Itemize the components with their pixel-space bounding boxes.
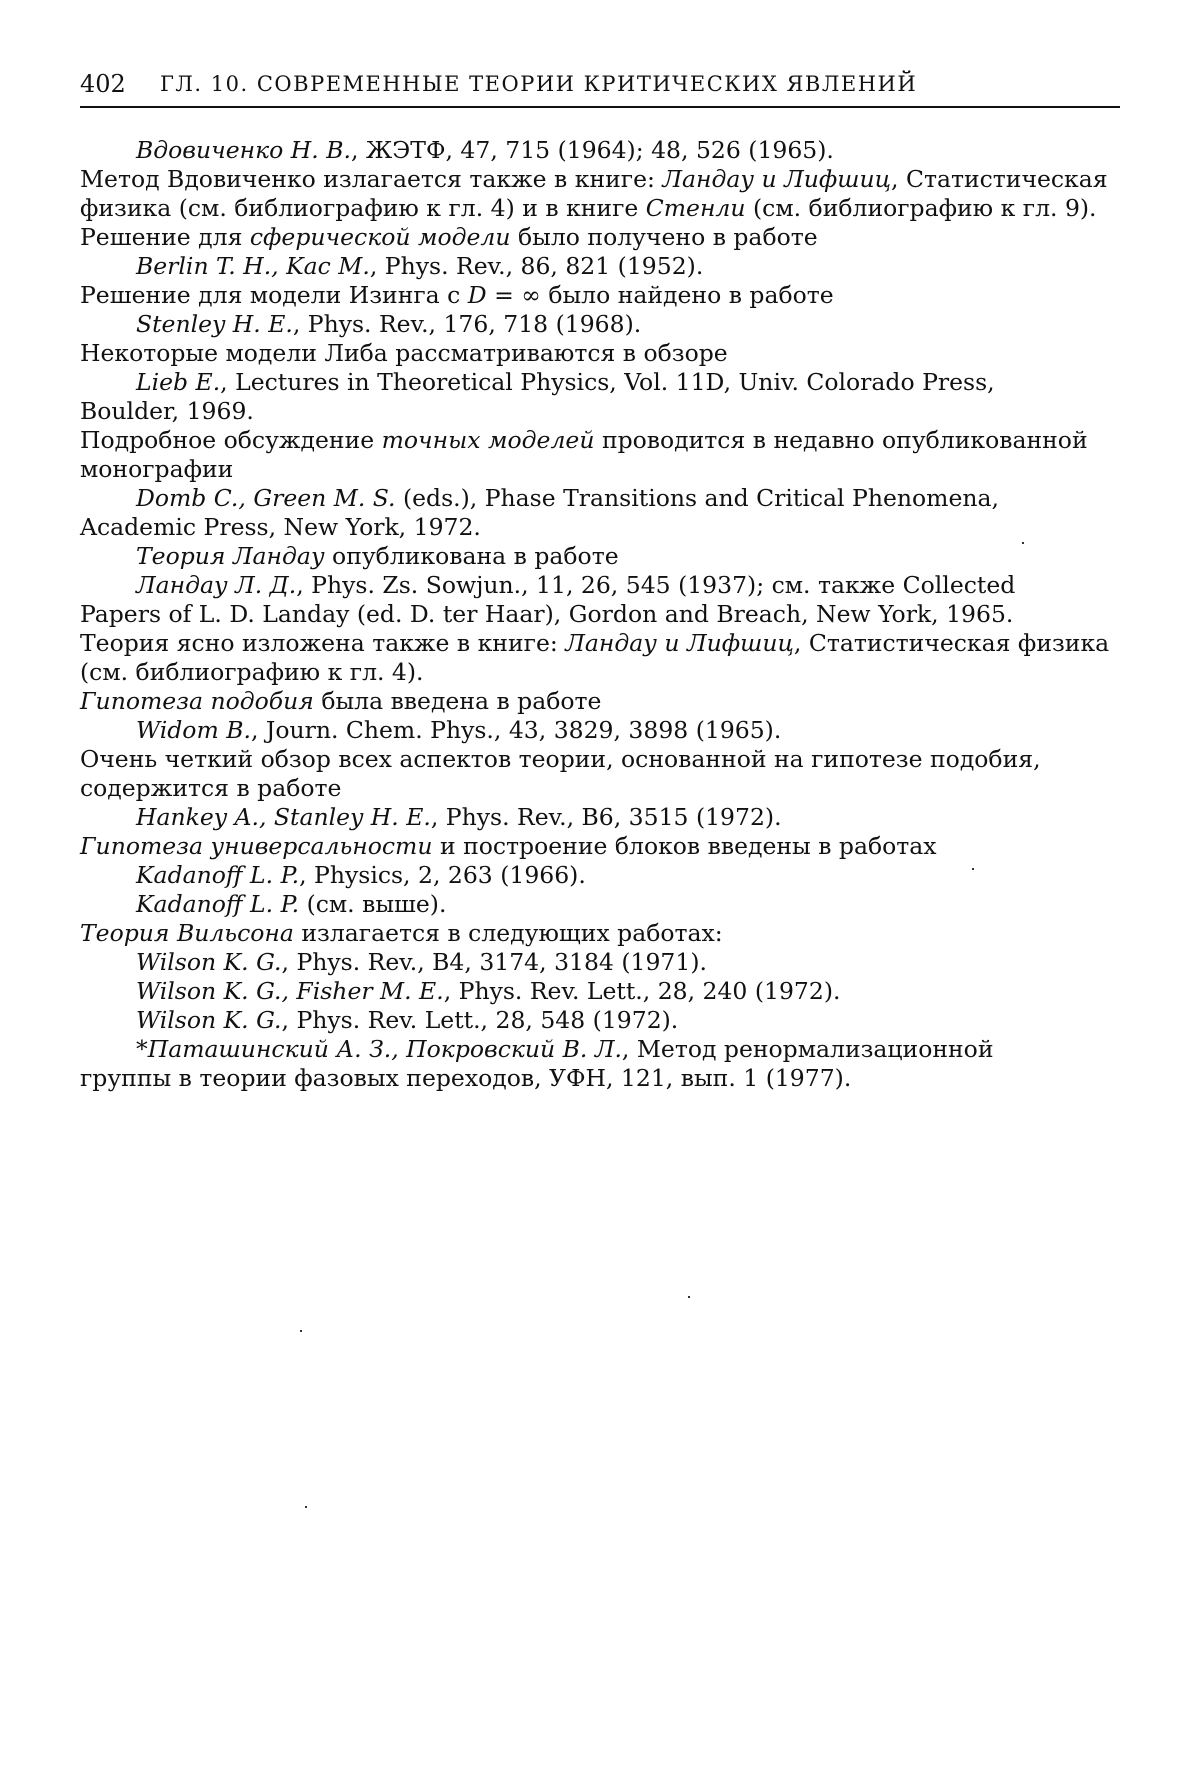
- text-run: , Phys. Rev., 176, 718 (1968).: [292, 310, 642, 338]
- paragraph: [80, 832, 1120, 861]
- text-run: было получено в работе: [510, 223, 818, 251]
- reference-line: [136, 716, 1120, 745]
- text-run: , ЖЭТФ, 47, 715 (1964); 48, 526 (1965).: [350, 136, 834, 164]
- italic-text: Widom B.: [136, 716, 251, 744]
- scan-speck: [688, 1296, 690, 1298]
- bibliography-text: [80, 136, 1120, 1093]
- paragraph: [80, 165, 1120, 223]
- text-run: (eds.), Phase Transitions and Critical Phenomena,: [395, 484, 999, 512]
- reference-line: [136, 484, 1120, 513]
- italic-text: Стенли: [645, 194, 746, 222]
- text-run: Boulder, 1969.: [80, 397, 254, 425]
- text-run: Очень четкий обзор всех аспектов теории, основанной на гипотезе подобия, содержится в работе: [80, 745, 1041, 802]
- italic-text: Kadanoff L. P.: [136, 890, 300, 918]
- page-number: 402: [80, 70, 126, 98]
- paragraph: [80, 629, 1120, 687]
- reference-line: [80, 397, 1120, 426]
- italic-text: Domb C., Green M. S.: [136, 484, 396, 512]
- text-run: , Phys. Rev., B6, 3515 (1972).: [430, 803, 782, 831]
- reference-line: [80, 1064, 1120, 1093]
- reference-line: [136, 571, 1120, 600]
- text-run: Papers of L. D. Landay (ed. D. ter Haar), Gordon and Breach, New York, 1965.: [80, 600, 1014, 628]
- italic-text: Wilson K. G.: [136, 1006, 282, 1034]
- italic-text: Lieb E.: [136, 368, 221, 396]
- paragraph: [80, 919, 1120, 948]
- text-run: , Phys. Rev. Lett., 28, 548 (1972).: [281, 1006, 679, 1034]
- italic-text: Гипотеза универсальности: [80, 832, 433, 860]
- italic-text: точных моделей: [381, 426, 595, 454]
- text-run: , Метод ренормализационной: [621, 1035, 994, 1063]
- reference-line: [136, 803, 1120, 832]
- text-run: , Phys. Rev. Lett., 28, 240 (1972).: [443, 977, 841, 1005]
- text-run: , Phys. Zs. Sowjun., 11, 26, 545 (1937); см. также Collected: [296, 571, 1016, 599]
- paragraph: [80, 339, 1120, 368]
- text-run: была введена в работе: [313, 687, 602, 715]
- reference-line: [136, 368, 1120, 397]
- text-run: Метод Вдовиченко излагается также в книге:: [80, 165, 663, 193]
- text-run: , Статистическая физика (см. библиографию к гл. 4).: [80, 629, 1110, 686]
- reference-line: [136, 861, 1120, 890]
- text-run: и построение блоков введены в работах: [432, 832, 937, 860]
- text-run: Решение для: [80, 223, 250, 251]
- italic-text: Ландау Л. Д.: [136, 571, 297, 599]
- paragraph: [80, 687, 1120, 716]
- reference-line: [136, 542, 1120, 571]
- scan-speck: [1022, 542, 1024, 544]
- text-run: Теория ясно изложена также в книге:: [80, 629, 566, 657]
- italic-text: Hankey A., Stanley H. E.: [136, 803, 431, 831]
- reference-line: [136, 948, 1120, 977]
- scan-speck: [972, 868, 974, 870]
- italic-text: Теория Вильсона: [80, 919, 294, 947]
- scan-speck: [305, 1506, 307, 1508]
- text-run: = ∞ было найдено в работе: [486, 281, 834, 309]
- italic-text: Wilson K. G.: [136, 948, 282, 976]
- italic-text: Гипотеза подобия: [80, 687, 314, 715]
- text-run: (см. библиографию к гл. 9).: [745, 194, 1097, 222]
- reference-line: [136, 252, 1120, 281]
- italic-text: Вдовиченко Н. В.: [136, 136, 351, 164]
- italic-text: сферической модели: [249, 223, 511, 251]
- running-title: ГЛ. 10. СОВРЕМЕННЫЕ ТЕОРИИ КРИТИЧЕСКИХ ЯВЛЕНИЙ: [160, 72, 918, 96]
- page-header: [80, 66, 1120, 108]
- reference-line: [80, 600, 1120, 629]
- text-run: , Physics, 2, 263 (1966).: [299, 861, 586, 889]
- paragraph: [80, 281, 1120, 310]
- italic-text: Ландау и Лифшиц: [565, 629, 794, 657]
- text-run: Некоторые модели Либа рассматриваются в обзоре: [80, 339, 728, 367]
- text-run: излагается в следующих работах:: [293, 919, 723, 947]
- italic-text: Kadanoff L. P.: [136, 861, 300, 889]
- text-run: опубликована в работе: [324, 542, 619, 570]
- text-run: Academic Press, New York, 1972.: [80, 513, 481, 541]
- text-run: , Phys. Rev., 86, 821 (1952).: [369, 252, 704, 280]
- text-run: , Journ. Chem. Phys., 43, 3829, 3898 (1965).: [250, 716, 782, 744]
- text-run: Подробное обсуждение: [80, 426, 382, 454]
- text-run: группы в теории фазовых переходов, УФН, 121, вып. 1 (1977).: [80, 1064, 852, 1092]
- italic-text: Berlin T. H., Kac M.: [136, 252, 370, 280]
- italic-text: Ландау и Лифшиц: [662, 165, 892, 193]
- text-run: , Статистическая физика (см. библиографию к гл. 4) и в книге: [80, 165, 1108, 222]
- italic-text: Теория Ландау: [136, 542, 325, 570]
- italic-text: Wilson K. G., Fisher M. E.: [136, 977, 444, 1005]
- paragraph: [80, 745, 1120, 803]
- italic-text: D: [467, 281, 487, 309]
- paragraph: [80, 426, 1120, 484]
- reference-line: [136, 310, 1120, 339]
- reference-line: [136, 1006, 1120, 1035]
- italic-text: Stenley H. E.: [136, 310, 293, 338]
- reference-line: [80, 513, 1120, 542]
- reference-line: [136, 890, 1120, 919]
- text-run: , Phys. Rev., B4, 3174, 3184 (1971).: [281, 948, 707, 976]
- reference-line: [136, 977, 1120, 1006]
- italic-text: *Паташинский А. З., Покровский В. Л.: [136, 1035, 622, 1063]
- paragraph: [80, 223, 1120, 252]
- text-run: (см. выше).: [299, 890, 447, 918]
- text-run: Решение для модели Изинга с: [80, 281, 468, 309]
- text-run: проводится в недавно опубликованной монографии: [80, 426, 1088, 483]
- reference-line: [136, 136, 1120, 165]
- scan-speck: [300, 1330, 302, 1332]
- text-run: , Lectures in Theoretical Physics, Vol. 11D, Univ. Colorado Press,: [220, 368, 995, 396]
- reference-line: [136, 1035, 1120, 1064]
